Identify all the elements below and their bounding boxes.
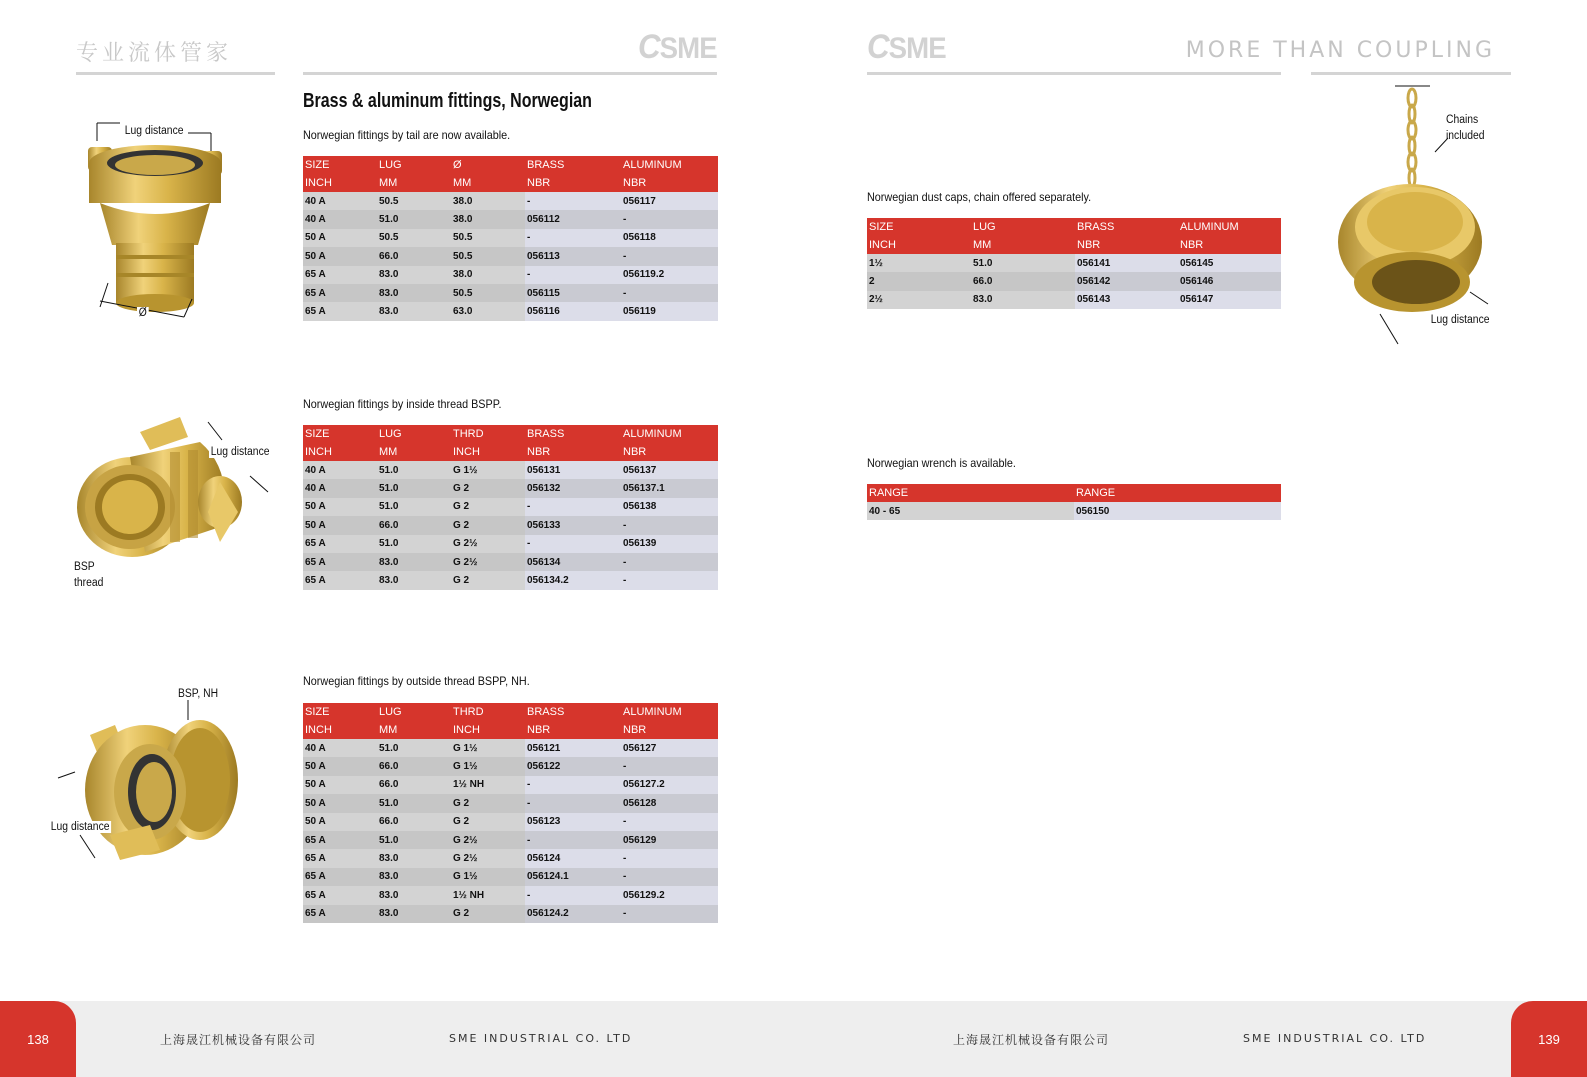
table-row [303,535,718,553]
dust-caps-table [867,218,1281,309]
table-cell: 51.0 [377,461,451,479]
table-cell: 056143 [1075,291,1178,309]
table-cell: 66.0 [377,247,451,265]
table-cell: - [525,229,621,247]
table-header-row [303,703,718,721]
table-cell: 056116 [525,302,621,320]
table-cell: - [621,516,718,534]
table-row [303,886,718,904]
table-header-cell: THRD [451,703,525,721]
table-cell: 50 A [303,757,377,775]
table-header-row [867,484,1281,502]
table-row [303,266,718,284]
table-header-cell: NBR [525,721,621,739]
table-row [303,776,718,794]
sme-logo-right: CSME [867,28,946,66]
table-header-cell: BRASS [525,703,621,721]
table-cell: 056142 [1075,272,1178,290]
table-cell: G 1½ [451,461,525,479]
table-row [303,813,718,831]
page-title: Brass & aluminum fittings, Norwegian [303,90,592,112]
table-cell: 65 A [303,905,377,923]
table-header-cell: INCH [303,721,377,739]
table-cell: 50.5 [451,229,525,247]
section-caption-dust-caps: Norwegian dust caps, chain offered separately. [867,190,1092,204]
table-cell: G 2½ [451,535,525,553]
table-row [867,254,1281,272]
header-slogan-cn: 专业流体管家 [76,41,233,66]
table-header-cell: NBR [621,721,718,739]
table-header-row [303,443,718,461]
table-cell: - [621,813,718,831]
table-header-cell: BRASS [525,425,621,443]
outside-thread-table [303,703,718,923]
table-row [303,739,718,757]
table-cell: 1½ NH [451,776,525,794]
table-row [867,291,1281,309]
table-header-cell: SIZE [303,156,377,174]
table-cell: 2½ [867,291,971,309]
table-row [303,247,718,265]
table-header-cell: SIZE [867,218,971,236]
table-header-cell: MM [377,174,451,192]
wrench-table [867,484,1281,520]
table-cell: 83.0 [377,571,451,589]
table-cell: 056131 [525,461,621,479]
table-cell: 50 A [303,229,377,247]
table-header-cell: ALUMINUM [621,425,718,443]
table-header-cell: INCH [303,174,377,192]
table-cell: 65 A [303,302,377,320]
table-cell: G 2½ [451,553,525,571]
table-cell: 65 A [303,849,377,867]
table-cell: G 2½ [451,831,525,849]
table-cell: 056145 [1178,254,1281,272]
table-cell: 056138 [621,498,718,516]
table-cell: - [621,868,718,886]
table-header-cell: INCH [867,236,971,254]
page-number-right: 139 [1511,1001,1587,1077]
table-header-cell: LUG [377,425,451,443]
table-cell: 1½ [867,254,971,272]
section-caption-outside-thread: Norwegian fittings by outside thread BSPP, NH. [303,674,530,688]
table-cell: G 2 [451,571,525,589]
lug-distance-label: Lug distance [124,125,184,137]
table-cell: 83.0 [377,868,451,886]
sme-logo-left: CSME [638,28,717,66]
header-rule-mid-left [303,72,717,75]
table-cell: - [525,776,621,794]
table-cell: G 2 [451,516,525,534]
table-cell: 83.0 [377,302,451,320]
chains-included-label-line1: Chains [1446,114,1479,126]
table-cell: 2 [867,272,971,290]
table-cell: 50.5 [377,229,451,247]
table-header-cell: ALUMINUM [1178,218,1281,236]
table-header-cell: BRASS [525,156,621,174]
table-cell: 50 A [303,498,377,516]
table-cell: 83.0 [377,905,451,923]
footer-company-en-left: SME INDUSTRIAL CO. LTD [449,1032,633,1045]
table-cell: 38.0 [451,266,525,284]
table-cell: 51.0 [377,831,451,849]
table-header-cell: NBR [525,443,621,461]
table-header-cell: NBR [621,443,718,461]
table-cell: - [621,210,718,228]
table-header-cell: MM [451,174,525,192]
table-header-row [303,156,718,174]
footer-company-cn-right: 上海晟江机械设备有限公司 [953,1033,1110,1047]
table-cell: 056129.2 [621,886,718,904]
table-row [303,284,718,302]
table-row [303,905,718,923]
table-cell: - [525,192,621,210]
table-cell: 38.0 [451,210,525,228]
header-rule-left [76,72,275,75]
table-row [303,302,718,320]
table-cell: 056134.2 [525,571,621,589]
table-header-cell: INCH [303,443,377,461]
table-row [303,849,718,867]
table-cell: 63.0 [451,302,525,320]
table-cell: 056128 [621,794,718,812]
table-header-cell: SIZE [303,425,377,443]
table-cell: 83.0 [377,266,451,284]
table-cell: 056127.2 [621,776,718,794]
table-cell: 056137.1 [621,479,718,497]
table-cell: 83.0 [377,284,451,302]
bsp-thread-label-line2: thread [74,577,104,589]
table-cell: 056129 [621,831,718,849]
table-cell: 056124.1 [525,868,621,886]
table-cell: - [621,757,718,775]
table-cell: 65 A [303,571,377,589]
table-row [303,498,718,516]
table-header-cell: ALUMINUM [621,703,718,721]
table-cell: 056139 [621,535,718,553]
table-header-cell: MM [971,236,1075,254]
table-header-row [867,236,1281,254]
table-cell: 40 A [303,479,377,497]
table-header-cell: NBR [1075,236,1178,254]
table-cell: - [621,553,718,571]
table-cell: G 2 [451,813,525,831]
table-cell: 056147 [1178,291,1281,309]
table-cell: 1½ NH [451,886,525,904]
table-cell: 51.0 [377,794,451,812]
table-cell: 056124 [525,849,621,867]
table-header-cell: INCH [451,443,525,461]
table-cell: 51.0 [971,254,1075,272]
table-row [303,571,718,589]
section-caption-inside-thread: Norwegian fittings by inside thread BSPP. [303,397,502,411]
table-cell: - [621,247,718,265]
page-number-left: 138 [0,1001,76,1077]
table-header-cell: RANGE [1074,484,1281,502]
table-cell: - [621,905,718,923]
section-caption-wrench: Norwegian wrench is available. [867,456,1016,470]
table-cell: 66.0 [377,813,451,831]
table-cell: - [525,886,621,904]
table-row [303,868,718,886]
table-cell: 056127 [621,739,718,757]
table-cell: - [621,284,718,302]
inside-thread-table [303,425,718,590]
table-header-cell: NBR [621,174,718,192]
table-cell: 40 A [303,192,377,210]
table-cell: 056137 [621,461,718,479]
table-cell: G 2 [451,498,525,516]
table-header-cell: NBR [525,174,621,192]
table-row [303,553,718,571]
table-row [303,192,718,210]
table-cell: 056118 [621,229,718,247]
table-header-cell: INCH [451,721,525,739]
table-header-cell: LUG [377,703,451,721]
table-cell: 056122 [525,757,621,775]
table-cell: 056132 [525,479,621,497]
table-header-cell: NBR [1178,236,1281,254]
table-cell: 40 A [303,210,377,228]
table-cell: 83.0 [377,886,451,904]
table-cell: 50 A [303,516,377,534]
table-cell: G 1½ [451,739,525,757]
table-cell: 056150 [1074,502,1281,520]
lug-distance-label: Lug distance [50,821,110,833]
table-row [867,272,1281,290]
table-cell: 056123 [525,813,621,831]
table-cell: 056119 [621,302,718,320]
table-cell: 51.0 [377,498,451,516]
table-cell: 65 A [303,284,377,302]
table-cell: 50.5 [451,247,525,265]
table-header-row [303,425,718,443]
chains-included-label-line2: included [1446,130,1485,142]
table-cell: 056133 [525,516,621,534]
table-cell: 65 A [303,868,377,886]
table-header-cell: ALUMINUM [621,156,718,174]
table-cell: 056121 [525,739,621,757]
header-rule-mid-right [867,72,1281,75]
table-cell: 65 A [303,886,377,904]
inside-thread-fitting-image [70,412,275,572]
table-cell: 50 A [303,247,377,265]
table-cell: 40 A [303,461,377,479]
table-header-cell: Ø [451,156,525,174]
table-cell: 83.0 [377,553,451,571]
table-cell: - [525,831,621,849]
table-cell: 40 A [303,739,377,757]
table-cell: 66.0 [377,776,451,794]
section-caption-tail: Norwegian fittings by tail are now available. [303,128,511,142]
table-cell: - [525,498,621,516]
table-cell: G 1½ [451,757,525,775]
table-cell: 50.5 [451,284,525,302]
table-cell: 65 A [303,535,377,553]
diameter-label: Ø [138,307,147,319]
table-cell: 50 A [303,794,377,812]
table-cell: 056134 [525,553,621,571]
table-header-row [867,218,1281,236]
tail-fitting-image [70,115,270,330]
table-cell: 51.0 [377,210,451,228]
table-cell: 056141 [1075,254,1178,272]
table-row [303,831,718,849]
table-cell: G 1½ [451,868,525,886]
table-row [867,502,1281,520]
table-row [303,229,718,247]
table-cell: - [525,266,621,284]
table-cell: 83.0 [971,291,1075,309]
table-cell: 50 A [303,776,377,794]
table-cell: G 2 [451,905,525,923]
table-cell: 66.0 [971,272,1075,290]
table-row [303,210,718,228]
table-header-cell: SIZE [303,703,377,721]
lug-distance-label: Lug distance [210,446,270,458]
table-cell: 65 A [303,266,377,284]
table-header-row [303,174,718,192]
footer-company-cn-left: 上海晟江机械设备有限公司 [160,1033,317,1047]
table-cell: 83.0 [377,849,451,867]
table-cell: 38.0 [451,192,525,210]
table-cell: 056115 [525,284,621,302]
table-cell: 056112 [525,210,621,228]
table-header-cell: THRD [451,425,525,443]
table-cell: 51.0 [377,739,451,757]
table-cell: 50 A [303,813,377,831]
table-cell: 66.0 [377,516,451,534]
table-cell: - [621,571,718,589]
table-cell: 40 - 65 [867,502,1074,520]
table-header-cell: LUG [971,218,1075,236]
table-cell: 65 A [303,831,377,849]
table-cell: 51.0 [377,535,451,553]
table-cell: 056113 [525,247,621,265]
table-cell: 056117 [621,192,718,210]
footer-company-en-right: SME INDUSTRIAL CO. LTD [1243,1032,1427,1045]
table-header-cell: MM [377,721,451,739]
table-cell: G 2½ [451,849,525,867]
table-header-cell: BRASS [1075,218,1178,236]
table-row [303,461,718,479]
table-cell: 056124.2 [525,905,621,923]
bsp-thread-label-line1: BSP [74,561,95,573]
table-cell: 50.5 [377,192,451,210]
table-cell: G 2 [451,479,525,497]
table-cell: 056146 [1178,272,1281,290]
table-cell: G 2 [451,794,525,812]
table-row [303,757,718,775]
table-row [303,479,718,497]
table-header-row [303,721,718,739]
header-rule-right [1311,72,1511,75]
table-cell: - [525,794,621,812]
table-cell: 056119.2 [621,266,718,284]
outside-thread-fitting-image [50,700,260,875]
table-cell: - [525,535,621,553]
table-cell: 65 A [303,553,377,571]
table-header-cell: MM [377,443,451,461]
table-cell: 66.0 [377,757,451,775]
table-header-cell: LUG [377,156,451,174]
lug-distance-label: Lug distance [1430,314,1490,326]
table-header-cell: RANGE [867,484,1074,502]
table-cell: 51.0 [377,479,451,497]
bsp-nh-label: BSP, NH [178,688,219,700]
table-row [303,516,718,534]
header-slogan-en: MORE THAN COUPLING [1185,38,1495,63]
table-row [303,794,718,812]
table-cell: - [621,849,718,867]
tail-fittings-table [303,156,718,321]
